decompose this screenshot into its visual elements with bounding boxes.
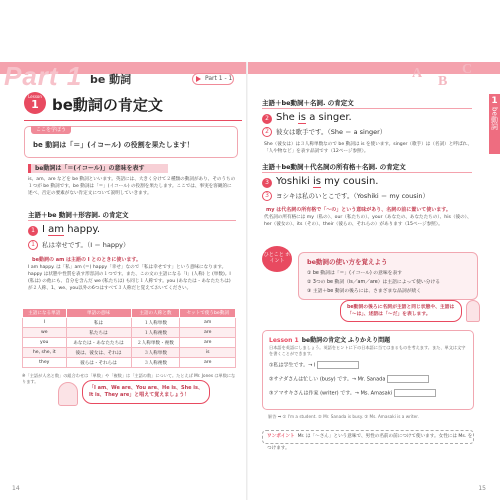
point-item: ③ 主語＋be 動詞の後ろには、さまざまな品詞が続く xyxy=(307,289,422,294)
example2-ja xyxy=(262,126,462,138)
example-number-outline: 1 xyxy=(28,240,38,250)
table-row xyxy=(23,348,236,358)
answer-input[interactable] xyxy=(387,375,429,383)
example1-en-prefix: I xyxy=(42,224,49,235)
practice-title: be動詞の肯定文 ふりかえり問題 xyxy=(301,337,391,344)
letter-c: C xyxy=(462,62,473,77)
example3-ja-text: ヨシキは私のいとこです。（Yoshiki ＝ my cousin） xyxy=(276,192,430,200)
lesson-badge xyxy=(24,92,46,114)
example-number: 3 xyxy=(262,178,272,188)
speech-bubble: 「I am、We are、You are、He is、She is、It is、They are」と唱えて覚えましょう！ xyxy=(82,380,210,404)
table-cell: 私は xyxy=(66,318,131,328)
table-cell: １人称複数 xyxy=(131,328,180,338)
question-row xyxy=(269,389,438,397)
goal-text: be 動詞は「＝」(イコール) の役割を果たします！ xyxy=(33,141,194,149)
side-tab-label: be動詞 xyxy=(490,107,499,130)
table-cell: ２人称単数・複数 xyxy=(131,338,180,348)
part-label: Part 1 xyxy=(4,61,83,91)
example-number-outline: 2 xyxy=(262,127,272,137)
section3-body: She（彼女は）は３人称単数なので be 動詞は is を使います。singer（歌手）は（名詞）と呼ばれ、「人や物など」を表す品詞です（12ページ参照）。 xyxy=(264,142,472,154)
section1-heading: be動詞は「＝(イコール)」の意味を表す xyxy=(28,164,168,173)
table-row xyxy=(23,358,236,368)
table-cell: 私たちは xyxy=(66,328,131,338)
part-tag-label: Part 1 - 1 xyxy=(205,75,233,82)
letter-a: A xyxy=(412,66,423,81)
question-number: ③ xyxy=(269,390,274,397)
example2-en xyxy=(262,113,462,125)
onepoint-label: ワンポイント xyxy=(267,434,295,439)
table-cell: are xyxy=(180,338,236,348)
example3-en-prefix: Yoshiki xyxy=(276,176,313,187)
example1-en-suffix: happy. xyxy=(64,224,101,235)
table-header: 主語の人称と数 xyxy=(131,309,180,318)
example-number: 1 xyxy=(28,226,38,236)
answer-key: 解答 ➡ ① I'm a student. ② Mr. Sanada is busy. ③ Ms. Amasaki is a writer. xyxy=(268,414,419,419)
table-header: セットで使うbe動詞 xyxy=(180,309,236,318)
point-item: ① be 動詞は「＝」(イコール) の意味を表す xyxy=(307,271,403,276)
lesson-heading xyxy=(24,92,234,118)
section2-body: I am happy. は「私」am (＝) happy「幸せ」なので「私は幸せです」という意味になります。happy は状態や性質を表す形容詞の１つです。また、この文の主語になる「I」(人称) と (単数)。I (私は) の他にも、自分を含んだ we (私たちは) も同じ１人称です。you (あなたは・あなたたちは) が２人称、1、we、you以外の6つはすべて３人称だと覚えておいてください。 xyxy=(28,265,231,291)
point-item: ② 3つの be 動詞（is／am／are）は主語によって使い分ける xyxy=(307,280,441,285)
section2-heading: 主語＋be 動詞＋形容詞. の肯定文 xyxy=(28,211,129,219)
example2-en-suffix: a singer. xyxy=(306,112,352,123)
subject-table xyxy=(22,308,236,368)
table-cell: あなたは・あなたたちは xyxy=(66,338,131,348)
practice-box xyxy=(262,330,474,410)
example2-ja-text: 彼女は歌手です。（She ＝ a singer） xyxy=(276,128,387,136)
practice-heading xyxy=(269,335,390,344)
point-box xyxy=(298,252,478,300)
question-row xyxy=(269,375,431,383)
table-cell: is xyxy=(180,348,236,358)
question-row xyxy=(269,361,361,369)
page-number-right: 15 xyxy=(478,485,486,492)
table-cell: ３人称複数 xyxy=(131,358,180,368)
question-text: アマサキさんは作家 (writer) です。→ Ms. Amasaki xyxy=(273,390,392,397)
answer-input[interactable] xyxy=(317,361,359,369)
question-text: 私は学生です。→ I xyxy=(273,362,316,369)
table-row xyxy=(23,328,236,338)
example3-en xyxy=(262,177,462,189)
example-number: 2 xyxy=(262,114,272,124)
onepoint-box xyxy=(262,430,474,451)
example3-en-suffix: my cousin. xyxy=(320,176,379,187)
practice-tag: Lesson 1 xyxy=(269,337,299,344)
student-illustration xyxy=(58,382,78,406)
table-cell: I xyxy=(23,318,67,328)
side-tab: 1 be動詞 xyxy=(489,94,500,154)
part-title: be 動詞 xyxy=(90,73,132,86)
question-number: ① xyxy=(269,362,274,369)
table-cell: are xyxy=(180,328,236,338)
table-row xyxy=(23,318,236,328)
question-number: ② xyxy=(269,376,274,383)
example1-en-mark: am xyxy=(48,224,65,235)
example2-en-prefix: She xyxy=(276,112,299,123)
example2-en-text xyxy=(276,112,352,123)
section4-body: 代名詞の所有格には my（私の）、our（私たちの）、your（あなたの、あなたたちの）、his（彼の）、her（彼女の）、its（その）、their（彼らの、それらの）があります（15ページ参照）。 xyxy=(264,215,472,227)
table-cell: he, she, it xyxy=(23,348,67,358)
lesson-underline xyxy=(24,120,242,121)
table-cell: are xyxy=(180,358,236,368)
gutter xyxy=(246,62,248,500)
goal-tag: ここを学ぼう xyxy=(31,126,71,134)
letter-b: B xyxy=(438,74,448,89)
table-cell: １人称単数 xyxy=(131,318,180,328)
part-tag xyxy=(192,73,234,85)
point-badge: ひとこと ポイント xyxy=(262,246,292,272)
section4-rule xyxy=(262,172,472,173)
callout-bubble: be動詞の後ろに名詞が主語と同じ状態や、主語は「～は」、述語は「～だ」を表します。 xyxy=(340,300,462,322)
point-title: be動詞の使い方を覚えよう xyxy=(307,258,388,266)
section3-rule xyxy=(262,108,472,109)
table-header: 主語になる単語 xyxy=(23,309,67,318)
section2-rule xyxy=(28,220,236,221)
table-note: ※「主語が人名と数」の組合わせは「単数」や「複数」は「主語の数」について。たとえば Mr. Jones は単数になります。 xyxy=(22,373,236,384)
question-text: サナダさんは忙しい (busy) です。→ Mr. Sanada xyxy=(273,376,386,383)
example2-en-mark: is xyxy=(298,112,307,123)
practice-intro: 日本語を英語にしましょう。英語をヒントに下の日本語に当てはまるものを考えます。また、単文は文字を書くことができます。 xyxy=(269,345,466,356)
table-cell: we xyxy=(23,328,67,338)
lesson-badge-small: Lesson xyxy=(28,94,42,99)
play-icon xyxy=(196,76,201,82)
table-header-row xyxy=(23,309,236,318)
section2-note: be動詞の am は主語の I とのときに使います。 xyxy=(32,257,141,263)
answer-input[interactable] xyxy=(394,389,436,397)
goal-box xyxy=(24,126,238,158)
lesson-title: be動詞の肯定文 xyxy=(52,96,163,114)
table-cell: am xyxy=(180,318,236,328)
table-header: 単語の意味 xyxy=(66,309,131,318)
section3-heading: 主語＋be動詞＋名詞. の肯定文 xyxy=(262,99,354,107)
lesson-badge-number: 1 xyxy=(31,98,39,111)
page-number-left: 14 xyxy=(12,485,20,492)
table-row xyxy=(23,338,236,348)
table-cell: 彼は、彼女は、それは xyxy=(66,348,131,358)
example1-ja xyxy=(28,239,228,251)
example1-en xyxy=(28,225,228,237)
student-illustration-right xyxy=(466,300,480,322)
example3-en-text xyxy=(276,176,378,187)
table-cell: ３人称単数 xyxy=(131,348,180,358)
onepoint-text: Mr. は「～さん」という意味で、男性の名前の前につけて使います。女性には Ms. をつけます。 xyxy=(267,434,473,451)
section1-body: is、am、are などを be 動詞といいます。英語には、大きく分けて２種類の動詞があり、そのうちの１つが be 動詞です。be 動詞は「＝」(イコール) の役割を果たします。ここでは、事実を客観的に述べ、否定の要素がない肯定文について説明していきます。 xyxy=(28,177,236,196)
example1-ja-text: 私は幸せです。（I ＝ happy） xyxy=(42,241,130,249)
section4-heading: 主語＋be動詞＋代名詞の所有格＋名詞. の肯定文 xyxy=(262,163,406,171)
example1-en-text xyxy=(42,224,100,235)
table-cell: they xyxy=(23,358,67,368)
section4-note: my は代名詞の所有格で「～の」という意味があり、名詞の前に置いて使います。 xyxy=(266,207,451,213)
example-number-outline: 3 xyxy=(262,191,272,201)
example3-ja xyxy=(262,190,462,202)
table-cell: 彼らは・それらは xyxy=(66,358,131,368)
example3-en-mark: is xyxy=(312,176,321,187)
table-cell: you xyxy=(23,338,67,348)
